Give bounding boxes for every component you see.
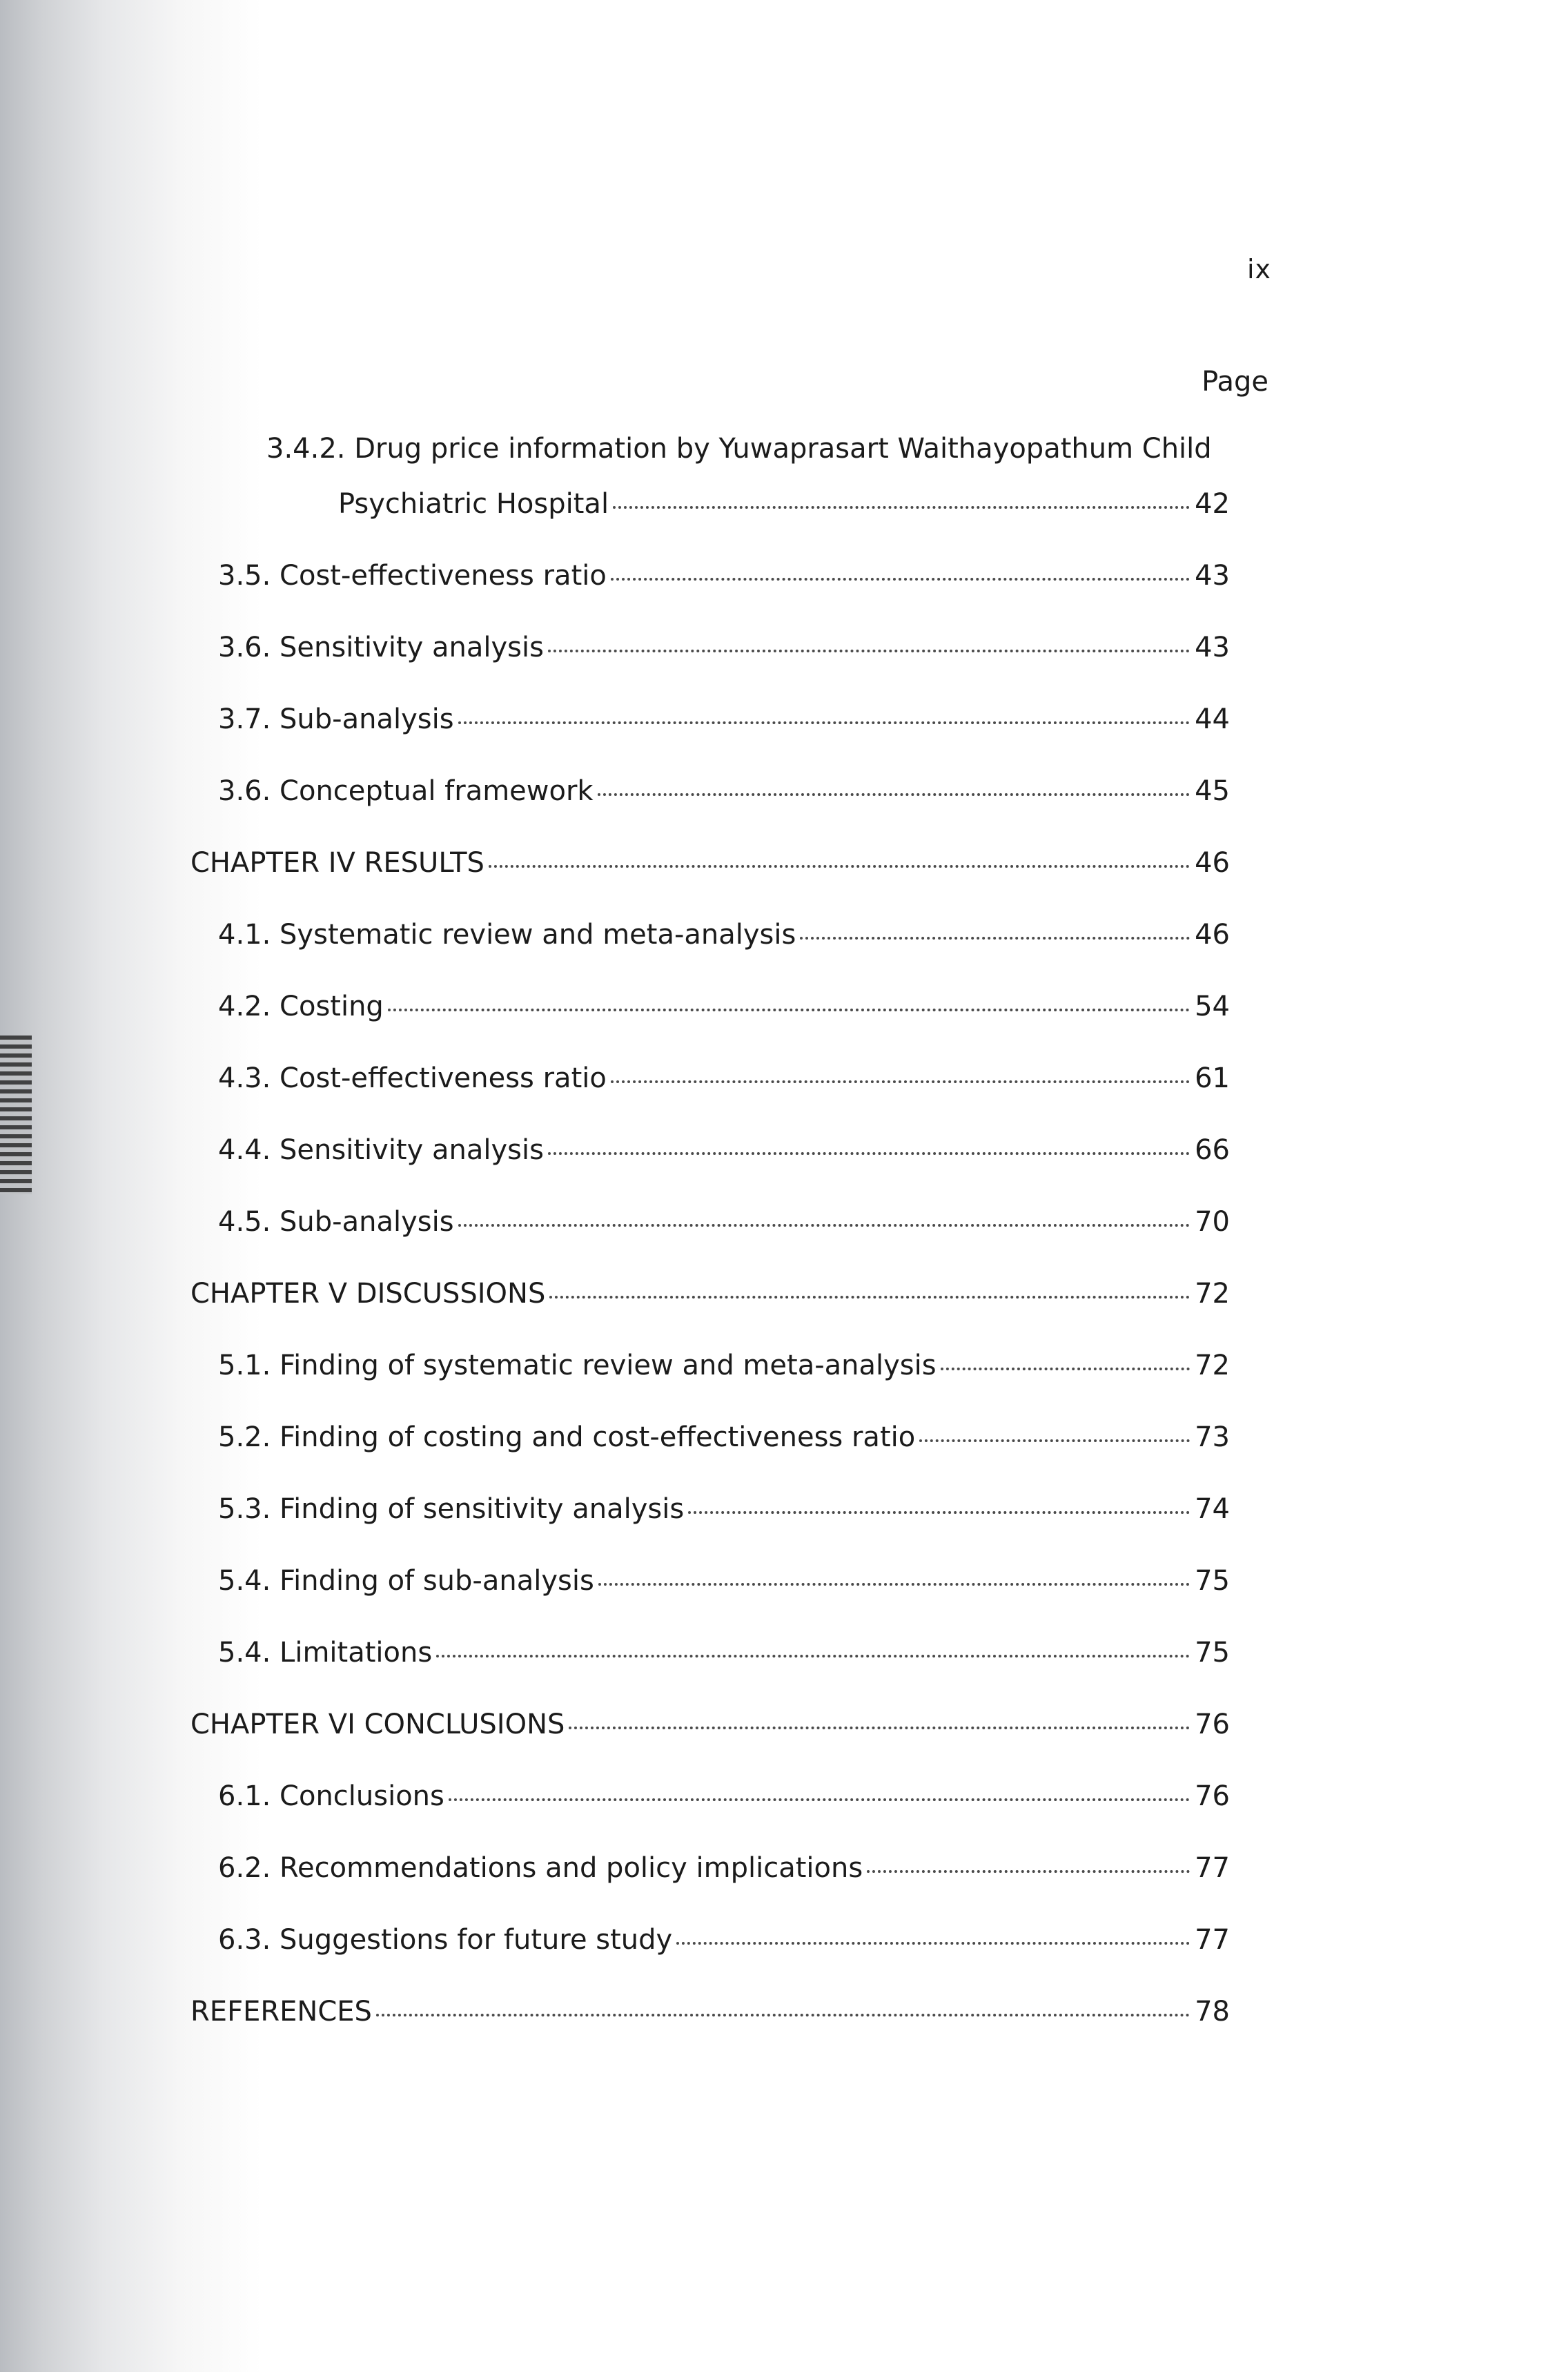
toc-entry-label: CHAPTER VI CONCLUSIONS — [190, 1709, 565, 1740]
dot-leader — [388, 1009, 1190, 1011]
toc-entry — [218, 1491, 1230, 1527]
toc-entry — [218, 1419, 1230, 1455]
toc-entry-page: 70 — [1195, 1206, 1230, 1238]
toc-entry — [218, 1348, 1230, 1383]
dot-leader — [867, 1870, 1190, 1873]
page-column-heading: Page — [1202, 366, 1268, 398]
toc-entry-label: CHAPTER V DISCUSSIONS — [190, 1278, 546, 1310]
toc-entry-page: 45 — [1195, 775, 1230, 807]
toc-entry-page: 74 — [1195, 1493, 1230, 1525]
toc-entry-page: 54 — [1195, 991, 1230, 1022]
toc-references-entry — [190, 1994, 1230, 2030]
dot-leader — [611, 1080, 1190, 1083]
toc-entry-page: 44 — [1195, 703, 1230, 735]
toc-entry — [218, 989, 1230, 1024]
dot-leader — [613, 506, 1190, 509]
toc-entry — [218, 1563, 1230, 1599]
dot-leader — [569, 1727, 1190, 1729]
toc-entry-page: 72 — [1195, 1278, 1230, 1310]
toc-entry-page: 42 — [1195, 488, 1230, 520]
dot-leader — [549, 1296, 1190, 1299]
toc-entry — [218, 773, 1230, 809]
toc-entry-page: 77 — [1195, 1924, 1230, 1956]
toc-entry — [338, 486, 1230, 522]
dot-leader — [598, 793, 1190, 796]
toc-entry — [218, 1922, 1230, 1958]
toc-entry-page: 72 — [1195, 1350, 1230, 1381]
dot-leader — [676, 1942, 1190, 1945]
toc-entry-label: 4.4. Sensitivity analysis — [218, 1134, 544, 1166]
dot-leader — [489, 865, 1190, 868]
toc-entry-label: 5.1. Finding of systematic review and meta-analysis — [218, 1350, 937, 1381]
dot-leader — [458, 1224, 1190, 1227]
toc-chapter-entry — [190, 845, 1230, 881]
toc-chapter-entry — [190, 1707, 1230, 1742]
toc-entry-label: 5.3. Finding of sensitivity analysis — [218, 1493, 685, 1525]
dot-leader — [376, 2014, 1190, 2016]
toc-entry — [218, 630, 1230, 665]
toc-entry — [218, 701, 1230, 737]
toc-entry-page: 73 — [1195, 1421, 1230, 1453]
toc-entry-label: 3.7. Sub-analysis — [218, 703, 454, 735]
toc-entry-page: 46 — [1195, 919, 1230, 951]
dot-leader — [598, 1583, 1190, 1586]
toc-entry-label: 5.4. Finding of sub-analysis — [218, 1565, 594, 1597]
toc-entry-page: 75 — [1195, 1637, 1230, 1669]
dot-leader — [436, 1655, 1190, 1658]
toc-entry-page: 66 — [1195, 1134, 1230, 1166]
toc-entry-label: 3.5. Cost-effectiveness ratio — [218, 560, 607, 592]
toc-entry-label: REFERENCES — [190, 1996, 372, 2028]
toc-chapter-entry — [190, 1276, 1230, 1312]
toc-entry-page: 43 — [1195, 632, 1230, 663]
dot-leader — [611, 578, 1190, 581]
toc-entry — [218, 1850, 1230, 1886]
toc-entry-page: 77 — [1195, 1852, 1230, 1884]
toc-entry-page: 75 — [1195, 1565, 1230, 1597]
toc-entry — [218, 917, 1230, 953]
toc-entry-label: 5.2. Finding of costing and cost-effectiveness ratio — [218, 1421, 916, 1453]
page-number: ix — [1246, 254, 1271, 284]
toc-entry-label: 4.2. Costing — [218, 991, 384, 1022]
dot-leader — [919, 1439, 1190, 1442]
toc-entry-label: 4.5. Sub-analysis — [218, 1206, 454, 1238]
dot-leader — [548, 1152, 1190, 1155]
toc-entry-label: Psychiatric Hospital — [338, 488, 609, 520]
toc-entry — [218, 1204, 1230, 1240]
toc-entry-label: 3.6. Sensitivity analysis — [218, 632, 544, 663]
toc-entry-label: 6.2. Recommendations and policy implications — [218, 1852, 863, 1884]
toc-entry-page: 46 — [1195, 847, 1230, 879]
toc-entry — [218, 1132, 1230, 1168]
toc-entry-label: 6.3. Suggestions for future study — [218, 1924, 673, 1956]
toc-entry-label: 5.4. Limitations — [218, 1637, 433, 1669]
toc-entry-page: 43 — [1195, 560, 1230, 592]
dot-leader — [688, 1511, 1190, 1514]
toc-entry-label: 4.1. Systematic review and meta-analysis — [218, 919, 796, 951]
dot-leader — [449, 1798, 1190, 1801]
toc-entry-label: 6.1. Conclusions — [218, 1780, 444, 1812]
toc-entry-page: 61 — [1195, 1062, 1230, 1094]
toc-entry-label: 4.3. Cost-effectiveness ratio — [218, 1062, 607, 1094]
toc-entry — [218, 558, 1230, 594]
dot-leader — [941, 1368, 1190, 1370]
dot-leader — [800, 937, 1190, 940]
dot-leader — [548, 650, 1190, 652]
toc-entry — [218, 1778, 1230, 1814]
toc-entry-page: 76 — [1195, 1780, 1230, 1812]
toc-entry — [218, 1060, 1230, 1096]
toc-entry-label: CHAPTER IV RESULTS — [190, 847, 484, 879]
dot-leader — [458, 721, 1190, 724]
toc-entry-page: 78 — [1195, 1996, 1230, 2028]
toc-entry — [218, 1635, 1230, 1671]
toc-entry-line1: 3.4.2. Drug price information by Yuwaprasart Waithayopathum Child — [266, 433, 1212, 465]
toc-entry-label: 3.6. Conceptual framework — [218, 775, 594, 807]
toc-entry-page: 76 — [1195, 1709, 1230, 1740]
